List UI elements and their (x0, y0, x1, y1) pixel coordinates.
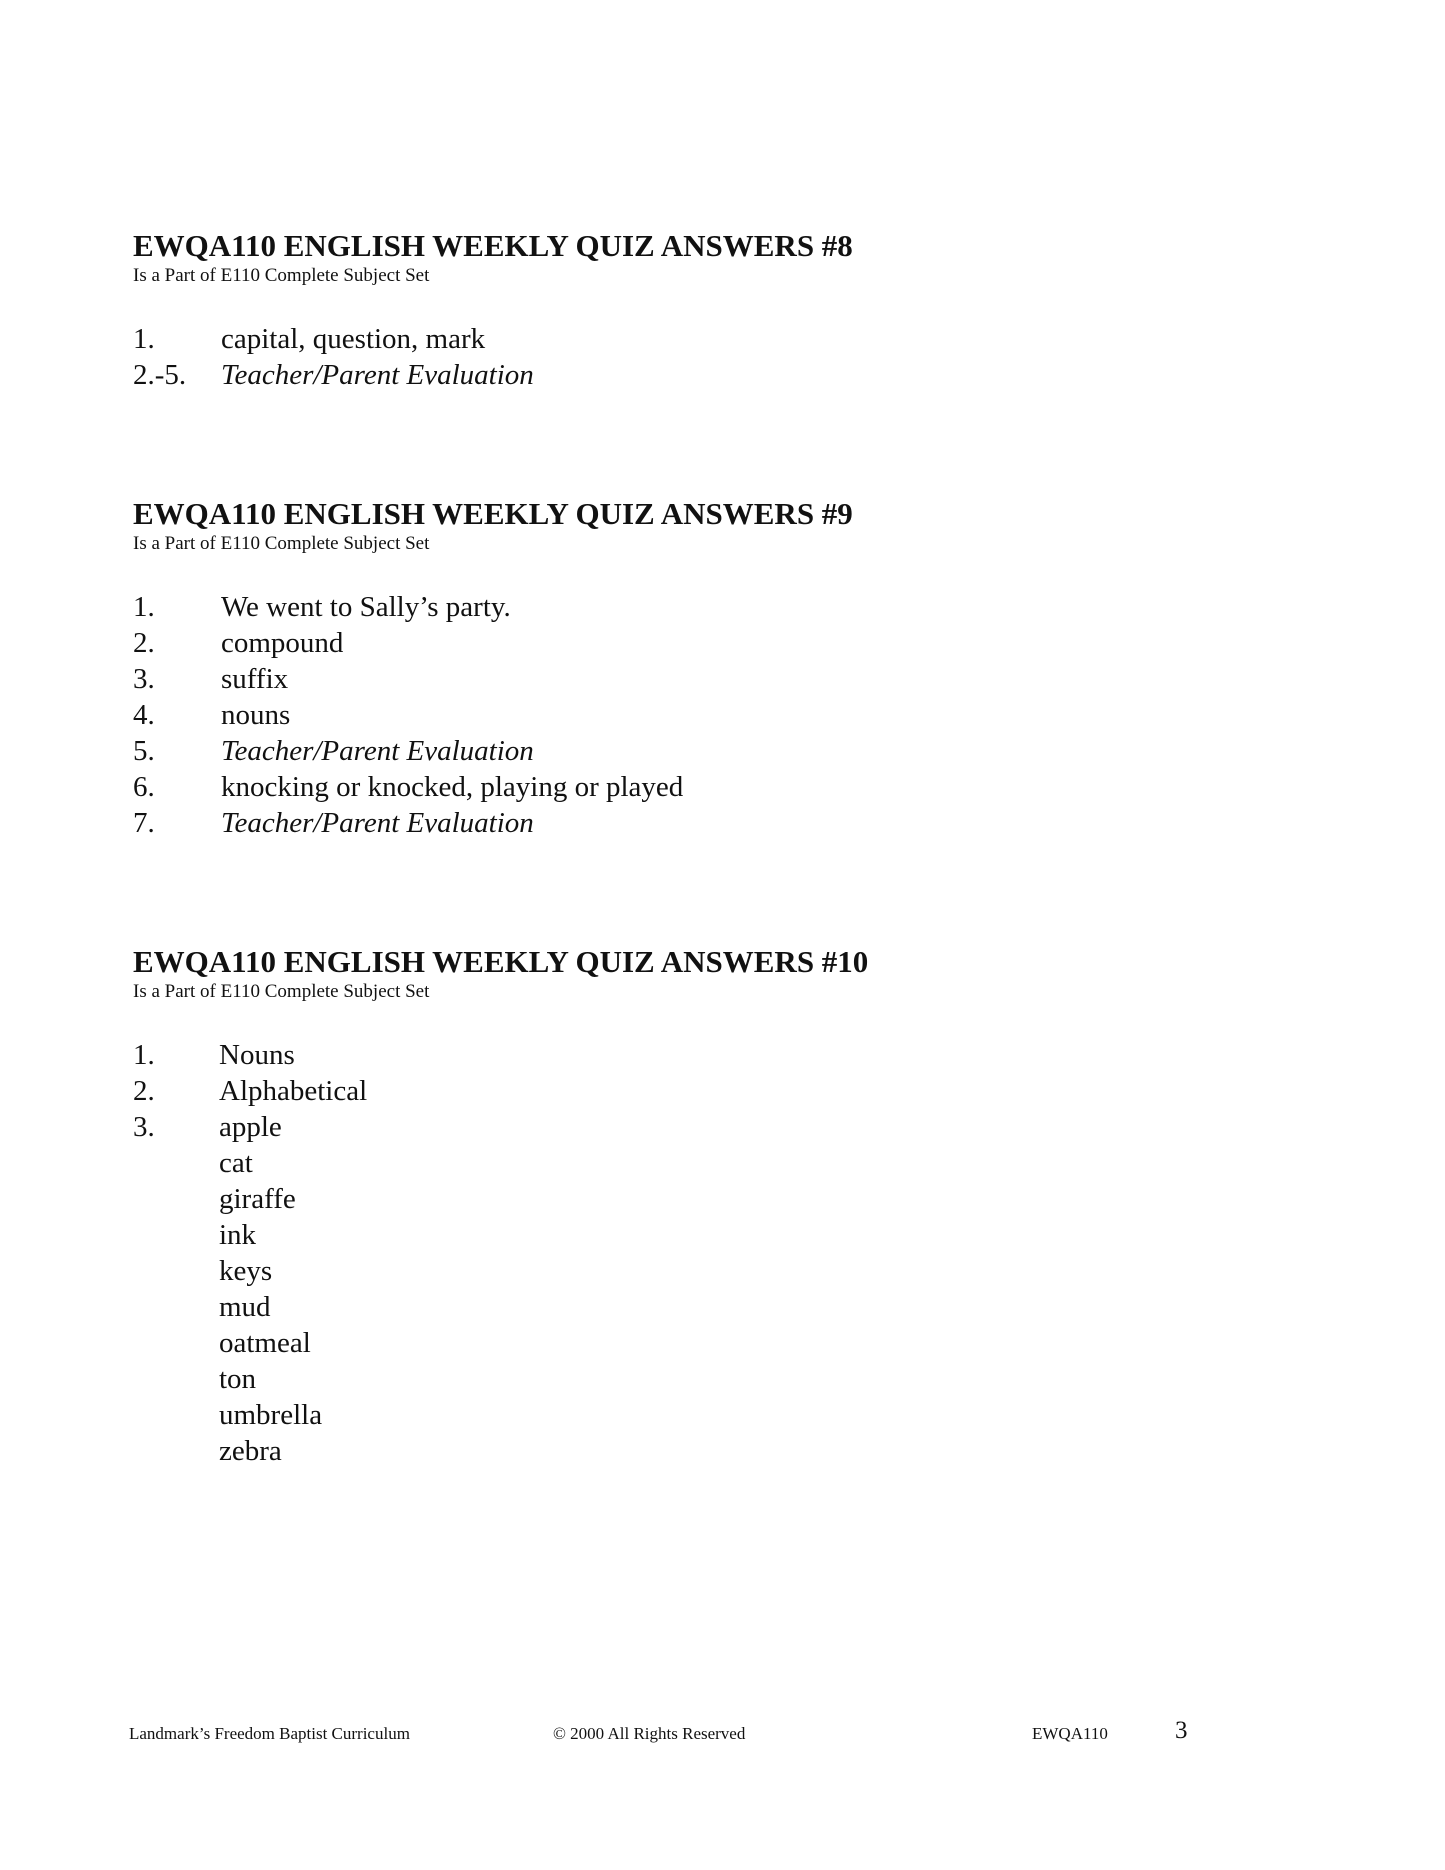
answer-row (133, 1073, 1233, 1109)
answer-row (133, 769, 1233, 805)
answer-number: 1. (133, 323, 155, 355)
answer-list (133, 589, 1233, 841)
answer-text: umbrella (219, 1399, 323, 1431)
answer-row (133, 1397, 1233, 1433)
answer-text: Teacher/Parent Evaluation (221, 807, 534, 839)
answer-row (133, 625, 1233, 661)
quiz-section-10 (133, 944, 1233, 1469)
answer-text: compound (221, 627, 344, 659)
answer-number: 4. (133, 699, 155, 731)
answer-text: zebra (219, 1435, 282, 1467)
answer-row (133, 589, 1233, 625)
answer-text: suffix (221, 663, 289, 695)
answer-text: ink (219, 1219, 257, 1251)
answer-row (133, 1181, 1233, 1217)
answer-number: 5. (133, 735, 155, 767)
answer-number: 1. (133, 591, 155, 623)
answer-text: apple (219, 1111, 282, 1143)
answer-number: 6. (133, 771, 155, 803)
answer-row (133, 805, 1233, 841)
answer-row (133, 1217, 1233, 1253)
answer-text: Nouns (219, 1039, 295, 1071)
answer-list (133, 1037, 1233, 1469)
answer-text: Teacher/Parent Evaluation (221, 735, 534, 767)
footer-publisher: Landmark’s Freedom Baptist Curriculum (129, 1724, 410, 1743)
footer-code: EWQA110 (1032, 1724, 1108, 1743)
answer-list (133, 321, 1233, 393)
answer-row (133, 321, 1233, 357)
answer-number: 2.-5. (133, 359, 187, 391)
section-subtitle: Is a Part of E110 Complete Subject Set (133, 265, 430, 286)
section-title: EWQA110 ENGLISH WEEKLY QUIZ ANSWERS #8 (133, 228, 853, 263)
footer-copyright: © 2000 All Rights Reserved (553, 1724, 746, 1743)
answer-number: 3. (133, 663, 155, 695)
quiz-section-8 (133, 228, 1233, 393)
answer-row (133, 661, 1233, 697)
answer-row (133, 1109, 1233, 1145)
answer-text: Teacher/Parent Evaluation (221, 359, 534, 391)
answer-text: cat (219, 1147, 253, 1179)
answer-number: 7. (133, 807, 155, 839)
answer-number: 3. (133, 1111, 155, 1143)
answer-row (133, 1289, 1233, 1325)
answer-text: giraffe (219, 1183, 296, 1215)
answer-row (133, 1253, 1233, 1289)
answer-text: We went to Sally’s party. (221, 591, 511, 623)
answer-row (133, 357, 1233, 393)
answer-number: 1. (133, 1039, 155, 1071)
answer-number: 2. (133, 627, 155, 659)
section-title: EWQA110 ENGLISH WEEKLY QUIZ ANSWERS #10 (133, 944, 869, 979)
answer-row (133, 1145, 1233, 1181)
answer-row (133, 1325, 1233, 1361)
answer-number: 2. (133, 1075, 155, 1107)
answer-text: knocking or knocked, playing or played (221, 771, 684, 803)
answer-text: mud (219, 1291, 271, 1323)
answer-row (133, 733, 1233, 769)
answer-text: ton (219, 1363, 257, 1395)
answer-row (133, 1037, 1233, 1073)
answer-text: oatmeal (219, 1327, 311, 1359)
answer-text: keys (219, 1255, 273, 1287)
quiz-section-9 (133, 496, 1233, 841)
answer-row (133, 697, 1233, 733)
answer-row (133, 1433, 1233, 1469)
section-subtitle: Is a Part of E110 Complete Subject Set (133, 533, 430, 554)
section-subtitle: Is a Part of E110 Complete Subject Set (133, 981, 430, 1002)
page-number: 3 (1175, 1717, 1188, 1744)
section-title: EWQA110 ENGLISH WEEKLY QUIZ ANSWERS #9 (133, 496, 853, 531)
answer-text: capital, question, mark (221, 323, 486, 355)
answer-text: Alphabetical (219, 1075, 368, 1107)
answer-row (133, 1361, 1233, 1397)
answer-text: nouns (221, 699, 291, 731)
